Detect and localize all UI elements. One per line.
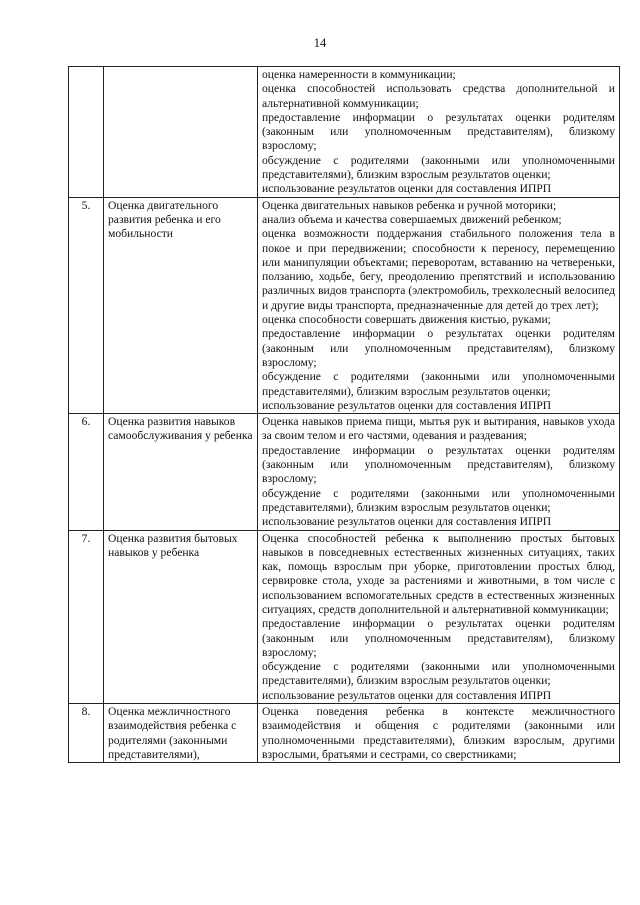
row-number: 6. xyxy=(69,414,104,530)
description-line: обсуждение с родителями (законными или уполномоченными представителями), близким взрослым результатов оценки; xyxy=(262,153,615,182)
description-line: оценка способностей использовать средства дополнительной и альтернативной коммуникации; xyxy=(262,82,615,110)
description-line: предоставление информации о результатах оценки родителям (законным или уполномоченным представителям), близкому взрослому; xyxy=(262,443,615,486)
description-line: предоставление информации о результатах оценки родителям (законным или уполномоченным представителям), близкому взрослому; xyxy=(262,617,615,659)
row-name xyxy=(104,704,258,763)
row-name-text: Оценка межличностного взаимодействия ребенка с родителями (законными представителями), xyxy=(108,705,237,761)
description-line: Оценка навыков приема пищи, мытья рук и вытирания, навыков ухода за своим телом и его частями, одевания и раздевания; xyxy=(262,415,615,443)
description-line: оценка способности совершать движения кистью, руками; xyxy=(262,313,551,327)
table-row xyxy=(69,704,620,763)
description-line: оценка намеренности в коммуникации; xyxy=(262,68,456,81)
description-line: обсуждение с родителями (законными или уполномоченными представителями), близким взрослым результатов оценки; xyxy=(262,486,615,514)
row-name-text: Оценка развития бытовых навыков у ребенка xyxy=(108,531,238,559)
row-name xyxy=(104,414,258,530)
row-name xyxy=(104,67,258,198)
description-line: анализ объема и качества совершаемых движений ребенком; xyxy=(262,212,562,226)
description-line: использование результатов оценки для составления ИПРП xyxy=(262,688,552,702)
description-line: обсуждение с родителями (законными или уполномоченными представителями), близким взрослым результатов оценки; xyxy=(262,660,615,688)
description-line: использование результатов оценки для составления ИПРП xyxy=(262,515,552,529)
row-number: 7. xyxy=(69,530,104,704)
description-line: использование результатов оценки для составления ИПРП xyxy=(262,398,552,412)
table-row xyxy=(69,197,620,413)
row-name-text: Оценка развития навыков самообслуживания у ребенка xyxy=(108,415,253,443)
description-line: предоставление информации о результатах оценки родителям (законным или уполномоченным представителям), близкому взрослому; xyxy=(262,327,615,369)
description-line: использование результатов оценки для составления ИПРП xyxy=(262,182,552,196)
row-number: 5. xyxy=(69,197,104,413)
description-line: обсуждение с родителями (законными или уполномоченными представителями), близким взрослым результатов оценки; xyxy=(262,370,615,398)
table-row xyxy=(69,67,620,198)
row-number xyxy=(69,67,104,198)
row-description xyxy=(258,414,620,530)
description-line: оценка возможности поддержания стабильного положения тела в покое и при передвижении; способности к переносу, перемещению или манипуляции объектами; переворотам, вставанию на четвереньки, ползанию, ходьбе, бегу, преодолению препятствий и использованию различных видов транспорта (электромобиль, трехколесный велосипед и другие виды транспорта, предназначенные для детей до трех лет); xyxy=(262,227,615,312)
row-description xyxy=(258,704,620,763)
description-line: Оценка способностей ребенка к выполнению простых бытовых навыков в повседневных естественных жизненных ситуациях, таких как, помощь взрослым при уборке, приготовлении простых блюд, сервировке стола, уходе за растениями и животными, в том числе с использованием вспомогательных средств в естественных жизненных ситуациях, средств дополнительной и альтернативной коммуникации; xyxy=(262,531,615,616)
row-name-text: Оценка двигательного развития ребенка и его мобильности xyxy=(108,198,221,241)
table-row xyxy=(69,530,620,704)
row-description xyxy=(258,67,620,198)
table-row xyxy=(69,414,620,530)
row-name xyxy=(104,530,258,704)
row-name xyxy=(104,197,258,413)
description-line: Оценка поведения ребенка в контексте межличностного взаимодействия и общения с родителями (законными или уполномоченными представителями), близким взрослым, другими взрослыми, братьями и сестрами, со сверстниками; xyxy=(262,705,615,761)
services-table xyxy=(68,66,620,763)
description-line: Оценка двигательных навыков ребенка и ручной моторики; xyxy=(262,198,557,212)
row-description xyxy=(258,197,620,413)
row-number: 8. xyxy=(69,704,104,763)
row-description xyxy=(258,530,620,704)
description-line: предоставление информации о результатах оценки родителям (законным или уполномоченным представителям), близкому взрослому; xyxy=(262,110,615,153)
page-number: 14 xyxy=(313,36,327,50)
